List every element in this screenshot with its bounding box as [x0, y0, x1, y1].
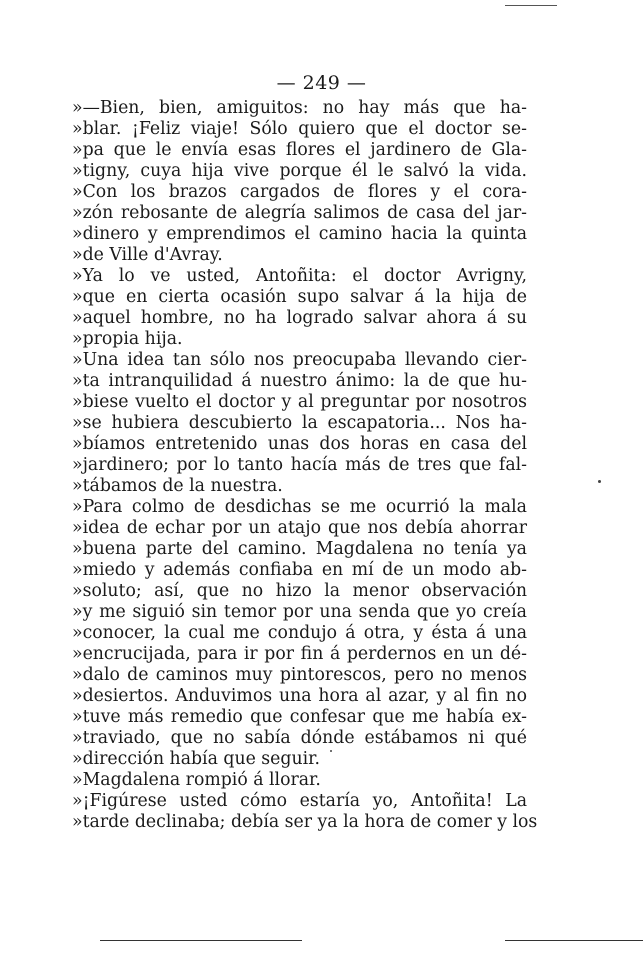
top-edge-rule: [505, 5, 557, 6]
text-line: »Magdalena rompió á llorar.: [72, 770, 321, 790]
text-line: »bíamos entretenido unas dos horas en casa del: [72, 434, 527, 454]
text-line: »tarde declinaba; debía ser ya la hora de comer y los: [72, 812, 538, 832]
text-line: »buena parte del camino. Magdalena no tenía ya: [72, 539, 527, 559]
text-line: »Para colmo de desdichas se me ocurrió la mala: [72, 497, 527, 517]
text-line: »Una idea tan sólo nos preocupaba llevando cier-: [72, 350, 527, 370]
text-line: »dinero y emprendimos el camino hacia la quinta: [72, 224, 527, 244]
text-line: »zón rebosante de alegría salimos de casa del jar-: [72, 203, 527, 223]
text-line: »y me siguió sin temor por una senda que yo creía: [72, 602, 527, 622]
text-line: »¡Figúrese usted cómo estaría yo, Antoñita! La: [72, 791, 527, 811]
text-line: »que en cierta ocasión supo salvar á la hija de: [72, 287, 527, 307]
print-speck: [330, 750, 332, 752]
text-line: »Ya lo ve usted, Antoñita: el doctor Avrigny,: [72, 266, 527, 286]
text-line: »Con los brazos cargados de flores y el cora-: [72, 182, 527, 202]
text-line: »se hubiera descubierto la escapatoria... Nos ha-: [72, 413, 527, 433]
body-text: [72, 98, 538, 833]
text-line: »de Ville d'Avray.: [72, 245, 223, 265]
text-line: »blar. ¡Feliz viaje! Sólo quiero que el doctor se-: [72, 119, 527, 139]
bottom-rule-left: [100, 940, 302, 941]
text-line: »encrucijada, para ir por fin á perdernos en un dé-: [72, 644, 527, 664]
page-number: — 249 —: [276, 72, 367, 94]
text-line: »tigny, cuya hija vive porque él le salvó la vida.: [72, 161, 527, 181]
text-line: »pa que le envía esas flores el jardinero de Gla-: [72, 140, 527, 160]
text-line: »tuve más remedio que confesar que me había ex-: [72, 707, 527, 727]
text-line: »dirección había que seguir.: [72, 749, 320, 769]
bottom-rule-right: [505, 940, 643, 941]
text-line: »desiertos. Anduvimos una hora al azar, y al fin no: [72, 686, 527, 706]
text-line: »soluto; así, que no hizo la menor observación: [72, 581, 527, 601]
text-line: »conocer, la cual me condujo á otra, y ésta á una: [72, 623, 527, 643]
text-line: »aquel hombre, no ha logrado salvar ahora á su: [72, 308, 527, 328]
text-line: »miedo y además confiaba en mí de un modo ab-: [72, 560, 527, 580]
print-speck: [598, 480, 601, 483]
text-line: »idea de echar por un atajo que nos debía ahorrar: [72, 518, 527, 538]
text-line: »jardinero; por lo tanto hacía más de tres que fal-: [72, 455, 527, 475]
text-line: »tábamos de la nuestra.: [72, 476, 283, 496]
text-line: »propia hija.: [72, 329, 183, 349]
text-line: »traviado, que no sabía dónde estábamos ni qué: [72, 728, 527, 748]
text-line: »—Bien, bien, amiguitos: no hay más que ha-: [72, 98, 527, 118]
text-line: »biese vuelto el doctor y al preguntar por nosotros: [72, 392, 527, 412]
text-line: »ta intranquilidad á nuestro ánimo: la de que hu-: [72, 371, 527, 391]
text-line: »dalo de caminos muy pintorescos, pero no menos: [72, 665, 527, 685]
